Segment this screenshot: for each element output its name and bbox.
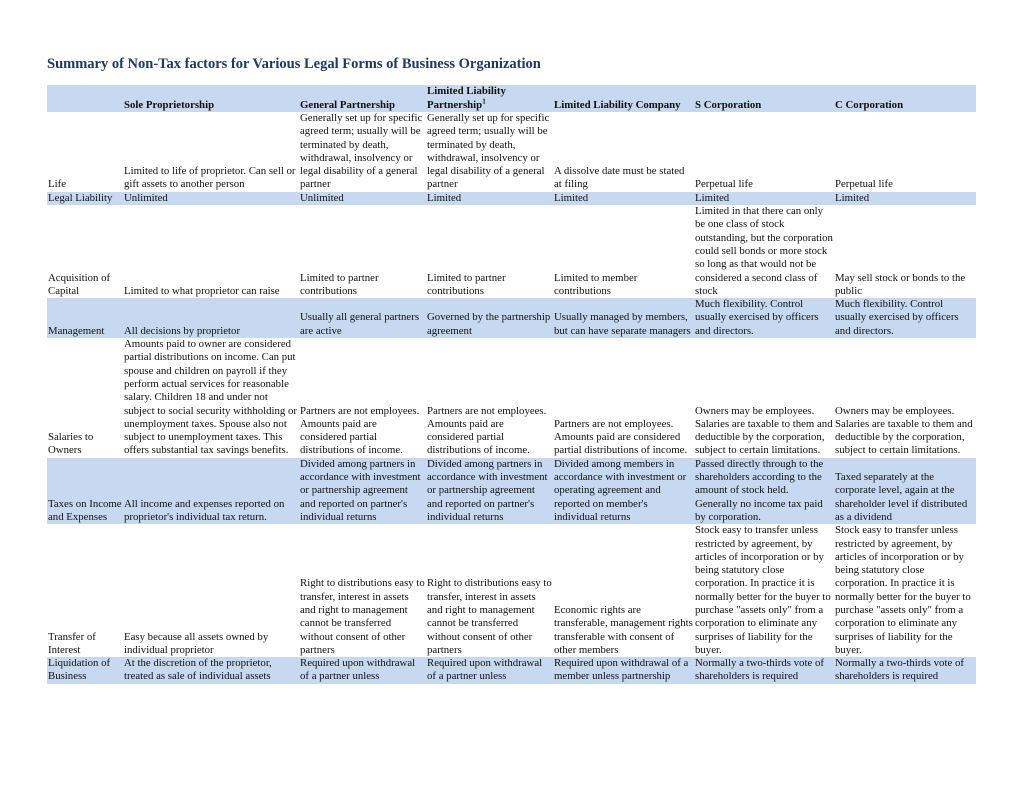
table-cell: Limited to life of proprietor. Can sell or gift assets to another person bbox=[124, 165, 296, 191]
header-cell-empty bbox=[47, 85, 123, 112]
row-label: Liquidation of Business bbox=[47, 657, 123, 684]
table-cell: Limited to partner contributions bbox=[300, 271, 379, 297]
table-cell: Right to distributions easy to transfer, interest in assets and right to management cannot be transferred without consent of other partners bbox=[300, 577, 425, 656]
header-llp bbox=[426, 85, 553, 112]
table-cell: Economic rights are transferable, management rights transferable with consent of other members bbox=[554, 603, 693, 656]
table-cell: Limited bbox=[426, 192, 553, 205]
table-cell: Generally set up for specific agreed term; usually will be terminated by death, withdrawal, insolvency or legal disability of a general partner bbox=[300, 112, 423, 191]
table-cell: Partners are not employees. Amounts paid are considered partial distributions of income. bbox=[300, 404, 420, 457]
header-sole-proprietorship: Sole Proprietorship bbox=[123, 85, 299, 112]
table-cell: Right to distributions easy to transfer, interest in assets and right to management cannot be transferred without consent of other partners bbox=[427, 577, 552, 656]
header-c-corporation: C Corporation bbox=[834, 85, 976, 112]
table-cell: Divided among partners in accordance with investment or partnership agreement and reported on partner's individual returns bbox=[426, 458, 553, 524]
table-cell: Usually all general partners are active bbox=[299, 298, 426, 338]
row-management bbox=[47, 298, 976, 338]
row-label: Transfer of Interest bbox=[48, 630, 96, 656]
row-liquidation-of-business bbox=[47, 657, 976, 684]
header-s-corporation: S Corporation bbox=[694, 85, 834, 112]
table-cell: Owners may be employees. Salaries are taxable to them and deductible by the corporation, subject to certain limitations. bbox=[835, 404, 973, 457]
table-cell: Limited to member contributions bbox=[554, 271, 638, 297]
row-label: Salaries to Owners bbox=[48, 431, 94, 457]
table-cell: Passed directly through to the shareholders according to the amount of stock held. Generally no income tax paid by corporation. bbox=[694, 458, 834, 524]
table-cell: All income and expenses reported on proprietor's individual tax return. bbox=[123, 458, 299, 524]
table-cell: Taxed separately at the corporate level, again at the shareholder level if distributed as a dividend bbox=[834, 458, 976, 524]
table-cell: Much flexibility. Control usually exercised by officers and directors. bbox=[694, 298, 834, 338]
row-salaries-to-owners bbox=[47, 338, 976, 458]
row-label: Acquisition of Capital bbox=[48, 271, 111, 297]
table-cell: Limited to partner contributions bbox=[427, 271, 506, 297]
row-label: Life bbox=[48, 178, 66, 191]
row-label: Taxes on Income and Expenses bbox=[47, 458, 123, 524]
table-cell: Generally set up for specific agreed term; usually will be terminated by death, withdrawal, insolvency or legal disability of a general partner bbox=[427, 112, 550, 191]
row-transfer-of-interest bbox=[47, 524, 976, 657]
table-cell: Amounts paid to owner are considered partial distributions on income. Can put spouse and children on payroll if they perform actual services for reasonable salary. Children 18 and under not subject to social security withholding or unemployment taxes. Spouse also not subject to unemployment taxes. This offers substantial tax savings benefits. bbox=[124, 338, 298, 457]
table-cell: Divided among partners in accordance with investment or partnership agreement and reported on partner's individual returns bbox=[299, 458, 426, 524]
header-llp-label: Limited Liability Partnership bbox=[427, 85, 506, 111]
table-cell: Limited bbox=[553, 192, 694, 205]
table-cell: At the discretion of the proprietor, treated as sale of individual assets bbox=[123, 657, 299, 684]
footnote-mark: 1 bbox=[482, 97, 486, 106]
table-cell: Normally a two-thirds vote of shareholders is required bbox=[834, 657, 976, 684]
table-cell: Stock easy to transfer unless restricted by agreement, by articles of incorporation or by being statutory close corporation. In practice it is normally better for the buyer to purchase "assets only" from a corporation to eliminate any surprises of liability for the buyer. bbox=[835, 524, 971, 656]
table-cell: Usually managed by members, but can have separate managers bbox=[553, 298, 694, 338]
table-cell: Much flexibility. Control usually exercised by officers and directors. bbox=[834, 298, 976, 338]
header-general-partnership: General Partnership bbox=[299, 85, 426, 112]
table-cell: Governed by the partnership agreement bbox=[426, 298, 553, 338]
table-cell: Owners may be employees. Salaries are taxable to them and deductible by the corporation, subject to certain limitations. bbox=[695, 404, 833, 457]
table-cell: Partners are not employees. Amounts paid are considered partial distributions of income. bbox=[554, 417, 688, 457]
table-cell: Easy because all assets owned by individual proprietor bbox=[124, 630, 269, 656]
table-cell: Unlimited bbox=[123, 192, 299, 205]
table-cell: Limited in that there can only be one class of stock outstanding, but the corporation could sell bonds or more stock so long as that would not be considered a second class of stock bbox=[695, 205, 833, 297]
page-title: Summary of Non-Tax factors for Various Legal Forms of Business Organization bbox=[47, 56, 541, 72]
comparison-table bbox=[47, 85, 976, 684]
row-label: Management bbox=[47, 298, 123, 338]
table-cell: Limited to what proprietor can raise bbox=[124, 284, 280, 297]
table-cell: May sell stock or bonds to the public bbox=[835, 271, 966, 297]
table-cell: Limited bbox=[694, 192, 834, 205]
table-cell: Partners are not employees. Amounts paid are considered partial distributions of income. bbox=[427, 404, 547, 457]
table-cell: Divided among members in accordance with investment or operating agreement and reported on member's individual returns bbox=[553, 458, 694, 524]
table-cell: Perpetual life bbox=[695, 178, 753, 191]
table-cell: Required upon withdrawal of a partner unless bbox=[299, 657, 426, 684]
table-cell: Limited bbox=[834, 192, 976, 205]
row-label: Legal Liability bbox=[47, 192, 123, 205]
table-cell: All decisions by proprietor bbox=[123, 298, 299, 338]
header-llc: Limited Liability Company bbox=[553, 85, 694, 112]
table-cell: A dissolve date must be stated at filing bbox=[554, 165, 685, 191]
table-cell: Required upon withdrawal of a partner unless bbox=[426, 657, 553, 684]
table-cell: Required upon withdrawal of a member unless partnership bbox=[553, 657, 694, 684]
table-cell: Unlimited bbox=[299, 192, 426, 205]
table-cell: Perpetual life bbox=[835, 178, 893, 191]
row-taxes-on-income bbox=[47, 458, 976, 524]
table-cell: Normally a two-thirds vote of shareholders is required bbox=[694, 657, 834, 684]
row-acquisition-of-capital bbox=[47, 205, 976, 298]
header-row bbox=[47, 85, 976, 112]
table-cell: Stock easy to transfer unless restricted by agreement, by articles of incorporation or by being statutory close corporation. In practice it is normally better for the buyer to purchase "assets only" from a corporation to eliminate any surprises of liability for the buyer. bbox=[695, 524, 831, 656]
row-life bbox=[47, 112, 976, 192]
row-legal-liability bbox=[47, 192, 976, 205]
